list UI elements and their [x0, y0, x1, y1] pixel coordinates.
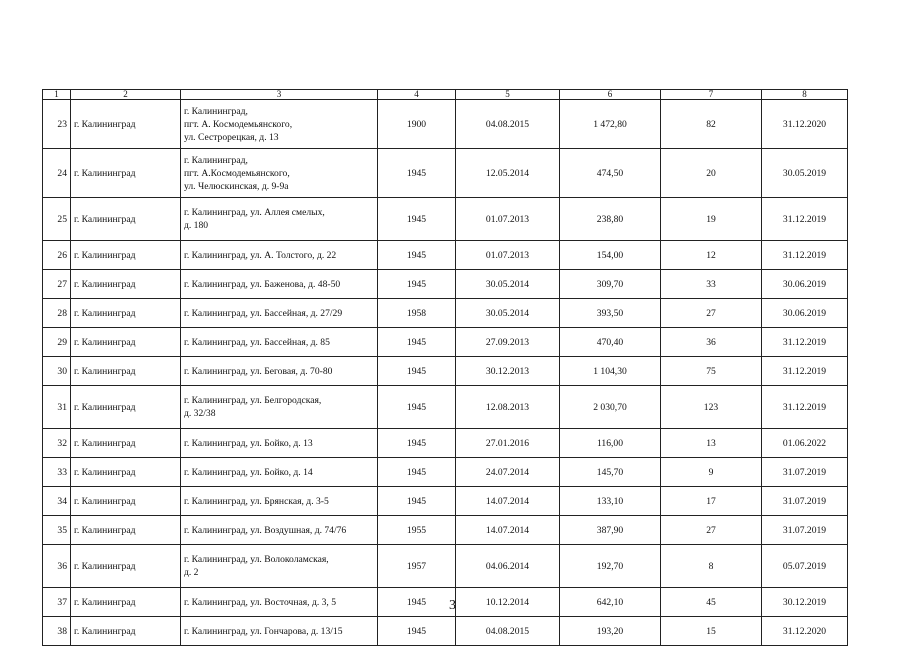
table-row [43, 545, 848, 588]
address-cell: г. Калининград, пгт. А. Космодемьянского, ул. Сестрорецкая, д. 13 [181, 100, 378, 149]
row-number-cell: 36 [43, 545, 71, 588]
header-cell: 2 [71, 90, 181, 100]
table-row [43, 149, 848, 198]
deadline-cell: 31.07.2019 [762, 458, 848, 487]
area-cell: 474,50 [560, 149, 661, 198]
year-cell: 1945 [378, 241, 456, 270]
address-cell: г. Калининград, ул. Воздушная, д. 74/76 [181, 516, 378, 545]
table-row [43, 328, 848, 357]
area-cell: 2 030,70 [560, 386, 661, 429]
address-cell: г. Калининград, ул. Аллея смелых, д. 180 [181, 198, 378, 241]
count-cell: 123 [661, 386, 762, 429]
city-cell: г. Калининград [71, 487, 181, 516]
row-number-cell: 25 [43, 198, 71, 241]
header-row [43, 90, 848, 100]
date-cell: 30.05.2014 [456, 299, 560, 328]
deadline-cell: 30.06.2019 [762, 270, 848, 299]
deadline-cell: 30.12.2019 [762, 588, 848, 617]
table-row [43, 270, 848, 299]
deadline-cell: 31.12.2019 [762, 386, 848, 429]
count-cell: 8 [661, 545, 762, 588]
area-cell: 470,40 [560, 328, 661, 357]
count-cell: 19 [661, 198, 762, 241]
row-number-cell: 27 [43, 270, 71, 299]
area-cell: 393,50 [560, 299, 661, 328]
date-cell: 01.07.2013 [456, 198, 560, 241]
row-number-cell: 34 [43, 487, 71, 516]
area-cell: 1 104,30 [560, 357, 661, 386]
year-cell: 1945 [378, 270, 456, 299]
area-cell: 192,70 [560, 545, 661, 588]
date-cell: 04.08.2015 [456, 617, 560, 646]
date-cell: 30.12.2013 [456, 357, 560, 386]
city-cell: г. Калининград [71, 149, 181, 198]
date-cell: 14.07.2014 [456, 487, 560, 516]
header-cell: 4 [378, 90, 456, 100]
housing-table [42, 89, 848, 646]
year-cell: 1945 [378, 198, 456, 241]
row-number-cell: 32 [43, 429, 71, 458]
area-cell: 1 472,80 [560, 100, 661, 149]
header-cell: 1 [43, 90, 71, 100]
city-cell: г. Калининград [71, 588, 181, 617]
year-cell: 1945 [378, 328, 456, 357]
city-cell: г. Калининград [71, 270, 181, 299]
address-cell: г. Калининград, ул. Белгородская, д. 32/38 [181, 386, 378, 429]
deadline-cell: 31.12.2019 [762, 357, 848, 386]
date-cell: 10.12.2014 [456, 588, 560, 617]
row-number-cell: 29 [43, 328, 71, 357]
count-cell: 36 [661, 328, 762, 357]
count-cell: 20 [661, 149, 762, 198]
header-cell: 5 [456, 90, 560, 100]
table-row [43, 516, 848, 545]
address-cell: г. Калининград, ул. Волоколамская, д. 2 [181, 545, 378, 588]
deadline-cell: 31.07.2019 [762, 487, 848, 516]
deadline-cell: 31.12.2019 [762, 328, 848, 357]
date-cell: 30.05.2014 [456, 270, 560, 299]
year-cell: 1945 [378, 617, 456, 646]
city-cell: г. Калининград [71, 357, 181, 386]
page-number: 3 [449, 598, 456, 613]
deadline-cell: 01.06.2022 [762, 429, 848, 458]
address-cell: г. Калининград, пгт. А.Космодемьянского, ул. Челюскинская, д. 9-9а [181, 149, 378, 198]
city-cell: г. Калининград [71, 328, 181, 357]
table-row [43, 357, 848, 386]
address-cell: г. Калининград, ул. Бойко, д. 14 [181, 458, 378, 487]
count-cell: 9 [661, 458, 762, 487]
date-cell: 01.07.2013 [456, 241, 560, 270]
header-cell: 6 [560, 90, 661, 100]
city-cell: г. Калининград [71, 458, 181, 487]
area-cell: 309,70 [560, 270, 661, 299]
row-number-cell: 28 [43, 299, 71, 328]
year-cell: 1945 [378, 429, 456, 458]
table-row [43, 198, 848, 241]
year-cell: 1957 [378, 545, 456, 588]
row-number-cell: 24 [43, 149, 71, 198]
date-cell: 24.07.2014 [456, 458, 560, 487]
area-cell: 116,00 [560, 429, 661, 458]
address-cell: г. Калининград, ул. Гончарова, д. 13/15 [181, 617, 378, 646]
deadline-cell: 31.12.2020 [762, 100, 848, 149]
city-cell: г. Калининград [71, 617, 181, 646]
deadline-cell: 31.12.2020 [762, 617, 848, 646]
deadline-cell: 30.06.2019 [762, 299, 848, 328]
area-cell: 145,70 [560, 458, 661, 487]
address-cell: г. Калининград, ул. Брянская, д. 3-5 [181, 487, 378, 516]
address-cell: г. Калининград, ул. Баженова, д. 48-50 [181, 270, 378, 299]
row-number-cell: 23 [43, 100, 71, 149]
address-cell: г. Калининград, ул. Бассейная, д. 85 [181, 328, 378, 357]
count-cell: 15 [661, 617, 762, 646]
address-cell: г. Калининград, ул. А. Толстого, д. 22 [181, 241, 378, 270]
area-cell: 193,20 [560, 617, 661, 646]
deadline-cell: 30.05.2019 [762, 149, 848, 198]
row-number-cell: 38 [43, 617, 71, 646]
row-number-cell: 37 [43, 588, 71, 617]
area-cell: 642,10 [560, 588, 661, 617]
city-cell: г. Калининград [71, 241, 181, 270]
year-cell: 1945 [378, 487, 456, 516]
area-cell: 238,80 [560, 198, 661, 241]
address-cell: г. Калининград, ул. Беговая, д. 70-80 [181, 357, 378, 386]
header-cell: 8 [762, 90, 848, 100]
count-cell: 75 [661, 357, 762, 386]
deadline-cell: 31.07.2019 [762, 516, 848, 545]
address-cell: г. Калининград, ул. Бойко, д. 13 [181, 429, 378, 458]
year-cell: 1945 [378, 588, 456, 617]
count-cell: 27 [661, 516, 762, 545]
year-cell: 1955 [378, 516, 456, 545]
table-row [43, 241, 848, 270]
row-number-cell: 30 [43, 357, 71, 386]
year-cell: 1945 [378, 149, 456, 198]
row-number-cell: 33 [43, 458, 71, 487]
area-cell: 387,90 [560, 516, 661, 545]
city-cell: г. Калининград [71, 386, 181, 429]
city-cell: г. Калининград [71, 299, 181, 328]
count-cell: 27 [661, 299, 762, 328]
year-cell: 1958 [378, 299, 456, 328]
date-cell: 04.06.2014 [456, 545, 560, 588]
city-cell: г. Калининград [71, 545, 181, 588]
deadline-cell: 31.12.2019 [762, 241, 848, 270]
count-cell: 17 [661, 487, 762, 516]
count-cell: 45 [661, 588, 762, 617]
table-row [43, 429, 848, 458]
table-row [43, 299, 848, 328]
deadline-cell: 31.12.2019 [762, 198, 848, 241]
date-cell: 12.05.2014 [456, 149, 560, 198]
count-cell: 33 [661, 270, 762, 299]
deadline-cell: 05.07.2019 [762, 545, 848, 588]
year-cell: 1945 [378, 386, 456, 429]
row-number-cell: 31 [43, 386, 71, 429]
city-cell: г. Калининград [71, 198, 181, 241]
date-cell: 14.07.2014 [456, 516, 560, 545]
count-cell: 13 [661, 429, 762, 458]
date-cell: 27.01.2016 [456, 429, 560, 458]
address-cell: г. Калининград, ул. Восточная, д. 3, 5 [181, 588, 378, 617]
date-cell: 12.08.2013 [456, 386, 560, 429]
row-number-cell: 35 [43, 516, 71, 545]
address-cell: г. Калининград, ул. Бассейная, д. 27/29 [181, 299, 378, 328]
city-cell: г. Калининград [71, 516, 181, 545]
row-number-cell: 26 [43, 241, 71, 270]
city-cell: г. Калининград [71, 100, 181, 149]
year-cell: 1900 [378, 100, 456, 149]
area-cell: 133,10 [560, 487, 661, 516]
header-cell: 3 [181, 90, 378, 100]
date-cell: 27.09.2013 [456, 328, 560, 357]
date-cell: 04.08.2015 [456, 100, 560, 149]
table-row [43, 458, 848, 487]
table-row [43, 386, 848, 429]
table-row [43, 487, 848, 516]
year-cell: 1945 [378, 357, 456, 386]
table-row [43, 100, 848, 149]
count-cell: 12 [661, 241, 762, 270]
city-cell: г. Калининград [71, 429, 181, 458]
year-cell: 1945 [378, 458, 456, 487]
header-cell: 7 [661, 90, 762, 100]
count-cell: 82 [661, 100, 762, 149]
area-cell: 154,00 [560, 241, 661, 270]
table-row [43, 617, 848, 646]
